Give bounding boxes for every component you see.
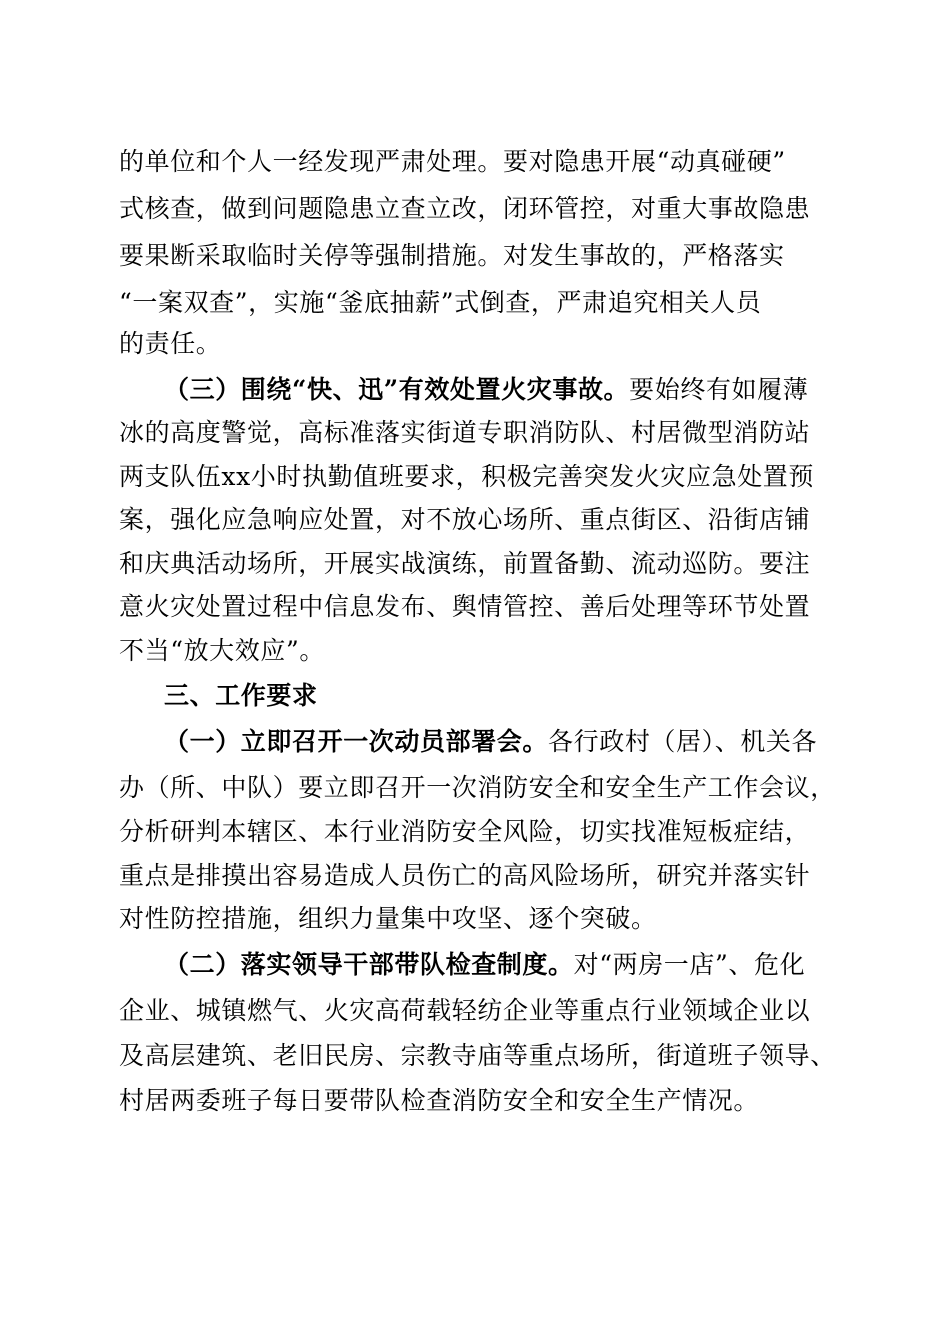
paragraph-line: 要果断采取临时关停等强制措施。对发生事故的，严格落实 xyxy=(119,241,785,270)
paragraph-line: 和庆典活动场所，开展实战演练，前置备勤、流动巡防。要注 xyxy=(119,549,811,578)
paragraph-first-line xyxy=(164,727,817,757)
paragraph-line: 村居两委班子每日要带队检查消防安全和安全生产情况。 xyxy=(119,1086,760,1115)
subsection-heading: （二）落实领导干部带队检查制度。 xyxy=(164,950,574,979)
paragraph-line: 不当“放大效应”。 xyxy=(119,636,325,665)
paragraph-line: 冰的高度警觉，高标准落实街道专职消防队、村居微型消防站 xyxy=(119,418,811,447)
paragraph-line: 分析研判本辖区、本行业消防安全风险，切实找准短板症结， xyxy=(119,817,811,846)
paragraph-line: 办（所、中队）要立即召开一次消防安全和安全生产工作会议， xyxy=(119,773,836,802)
paragraph-line: 两支队伍xx小时执勤值班要求，积极完善突发火灾应急处置预 xyxy=(119,462,815,491)
paragraph-line: 式核查，做到问题隐患立查立改，闭环管控，对重大事故隐患 xyxy=(119,194,811,223)
subsection-heading: （一）立即召开一次动员部署会。 xyxy=(164,727,549,756)
paragraph-text: 对“两房一店”、危化 xyxy=(573,950,806,979)
paragraph-first-line xyxy=(164,950,805,980)
paragraph-text: 要始终有如履薄 xyxy=(629,375,809,404)
paragraph-line: 的责任。 xyxy=(119,329,222,358)
paragraph-line: 对性防控措施，组织力量集中攻坚、逐个突破。 xyxy=(119,904,657,933)
paragraph-line: 意火灾处置过程中信息发布、舆情管控、善后处理等环节处置 xyxy=(119,592,811,621)
paragraph-line: 的单位和个人一经发现严肃处理。要对隐患开展“动真碰硬” xyxy=(119,147,786,176)
subsection-heading: （三）围绕“快、迅”有效处置火灾事故。 xyxy=(164,375,630,404)
paragraph-line: “一案双查”，实施“釜底抽薪”式倒查，严肃追究相关人员 xyxy=(119,288,762,317)
paragraph-line: 及高层建筑、老旧民房、宗教寺庙等重点场所，街道班子领导、 xyxy=(119,1041,836,1070)
paragraph-text: 各行政村（居）、机关各 xyxy=(548,727,818,756)
paragraph-line: 重点是排摸出容易造成人员伤亡的高风险场所，研究并落实针 xyxy=(119,861,811,890)
paragraph-first-line xyxy=(164,375,808,405)
section-title: 三、工作要求 xyxy=(164,681,318,710)
paragraph-line: 企业、城镇燃气、火灾高荷载轻纺企业等重点行业领域企业以 xyxy=(119,996,811,1025)
paragraph-line: 案，强化应急响应处置，对不放心场所、重点街区、沿街店铺 xyxy=(119,505,811,534)
